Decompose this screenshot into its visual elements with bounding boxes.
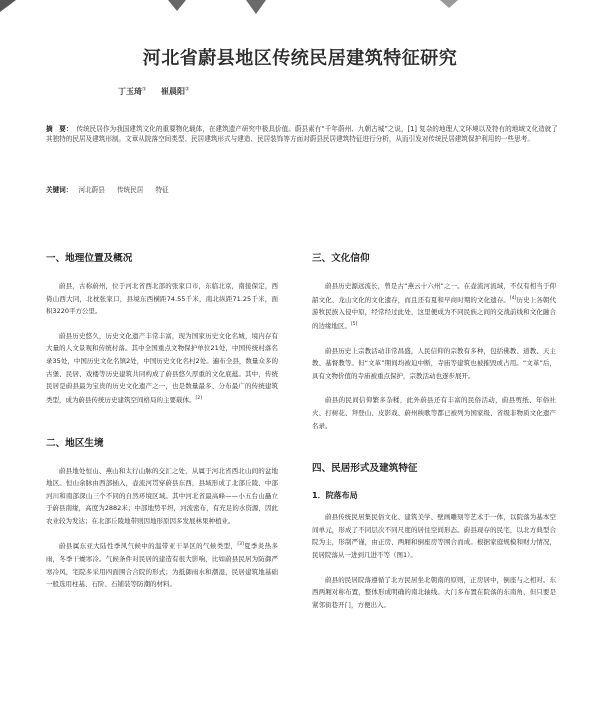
keyword: 河北蔚县 [78, 186, 105, 194]
paragraph: 蔚县历史上宗教活动非常昌盛，人民信仰的宗教有多种，包括佛教、道教、天主教、基督教等。但“文革”期间均被迫中断，寺庙等建筑也被摧毁或占用。“文革”后，具有文物价值的寺庙被重点保护，宗教活动也逐步展开。 [312, 346, 556, 380]
keyword: 传统民居 [116, 186, 144, 194]
paragraph: 蔚县，古称蔚州，位于河北省西北部的张家口市，东临北京，南接保定，西倚山西大同，北枕张家口，县境东西横距74.55千米，南北纵距71.25千米，面积3220平方公里。 [46, 282, 278, 316]
right-column [312, 250, 556, 623]
section-heading: 四、民居形式及建筑特征 [312, 463, 418, 475]
decorative-triangle [440, 0, 458, 8]
left-column [46, 250, 278, 603]
paragraph: 蔚县属东亚大陆性季风气候中的温带亚干旱区的气候类型，[3]夏季炎热多雨，冬季干燥寒冷。气候条件对民居的建造有很大影响，比如蔚县民居为防御严寒冷风，宅院多采用四面围合合院的形式；为抵御雨水和潮湿，民居建筑地基础一般选用柱基、石阶、石铺装等防潮的材料。 [46, 542, 279, 589]
author: 崔晨阳② [161, 86, 190, 96]
section-heading: 二、地区生境 [46, 437, 104, 449]
keyword: 特征 [155, 186, 169, 194]
section-heading: 一、地理位置及概况 [46, 253, 133, 264]
author: 丁玉琦① [118, 86, 147, 96]
author-list [118, 86, 202, 97]
keywords [46, 184, 179, 194]
paragraph: 蔚县的民居院落遵循了北方民居坐北朝南的原则，正房居中，倒座与之相对。东西两厢对称布置，整体形成明确的南北轴线。大门多布置在院落的东南角，但只要是紧邻街巷开门，方便出入。 [312, 575, 556, 609]
abstract-text: 传统民居作为我国建筑文化的重要物化载体，在建筑遗产研究中极具价值。蔚县素有“千年蔚州、九朝古城”之说，[1] 复杂的地理人文环境以及特有的地域文化造就了其独特的民居及建筑形制。文章从院落空间类型、民居建筑形式与建造、民居装饰等方面对蔚县民居建筑特征进行分析，从而引发对传统民居建筑保护利用的一些思考。 [46, 125, 559, 144]
paper-title: 河北省蔚县地区传统民居建筑特征研究 [142, 48, 458, 69]
section-heading: 三、文化信仰 [312, 253, 370, 264]
abstract [46, 124, 558, 145]
paragraph: 蔚县的民间信仰繁多杂糅，此外蔚县还有丰富的民俗活动，蔚县剪纸、年俗社火、打树花、拜登山、皮影戏、蔚州秧歌等都已被列为国家级、省级非物质文化遗产名录。 [312, 396, 556, 430]
keywords-label: 关键词： [46, 186, 73, 194]
paragraph: 蔚县传统民居集民俗文化、建筑美学、壁画雕刻等艺术于一体，以院落为基本空间单元，形成了不同层次不同尺度的居住空间形态。蔚县现存的民宅，以北方典型合院为主，形制严谨，由正房、两厢和倒座房等围合而成。根据家庭规模和财力情况，民居院落从一进到几进不等（图1）。 [312, 513, 556, 560]
subsection-heading: 1．院落布局 [312, 491, 358, 501]
paragraph: 蔚县历史悠久，历史文化遗产丰常丰富，现为国家历史文化名城，境内存有大量的人文景观和传统村落。其中全国重点文物保护单位21处，中国传统村落名录35处，中国历史文化名镇2处，中国历史文化名村2处。遍布全县，数量众多的古堡、民居、戏楼等历史建筑共同构成了蔚县悠久厚重的文化底蕴。其中，传统民居是蔚县最为宝贵的历史文化遗产之一，也是数量最多、分布最广的传统建筑类型，成为蔚县传统历史建筑空间格局的主要载体。[2] [46, 331, 278, 404]
corner-decoration [0, 0, 16, 12]
paragraph: 蔚县地处恒山、燕山和太行山脉的交汇之处，从属于河北省西北山间的盆地地区。恒山余脉由西部插入，壶流河贯穿蔚县东西，县域形成了北部丘陵、中部河川和南部深山三个不同的自然环境区域。其中河北省最高峰——小五台山矗立于蔚县南缘，高度为2882米；中部地势平坦，河流密布，有充足的水资源，因此农业较为发达；在北部丘陵地带则因地形原因多发展林果种植业。 [46, 466, 278, 525]
decorative-triangle [168, 0, 186, 11]
decorative-triangle [246, 0, 266, 14]
abstract-label: 摘 要： [46, 125, 73, 133]
paragraph: 蔚县历史源远流长，曾是古“燕云十六州”之一。在壶流河流域，不仅有相当于仰韶文化、龙山文化的文化遗存，而且还有夏和早商时期的文化遗存。[4]历史上各朝代游牧民族入侵中原，经常经过此处，这里便成为不同民族之间的交战前线和文化融合的边缘地区。[5] [312, 282, 557, 331]
